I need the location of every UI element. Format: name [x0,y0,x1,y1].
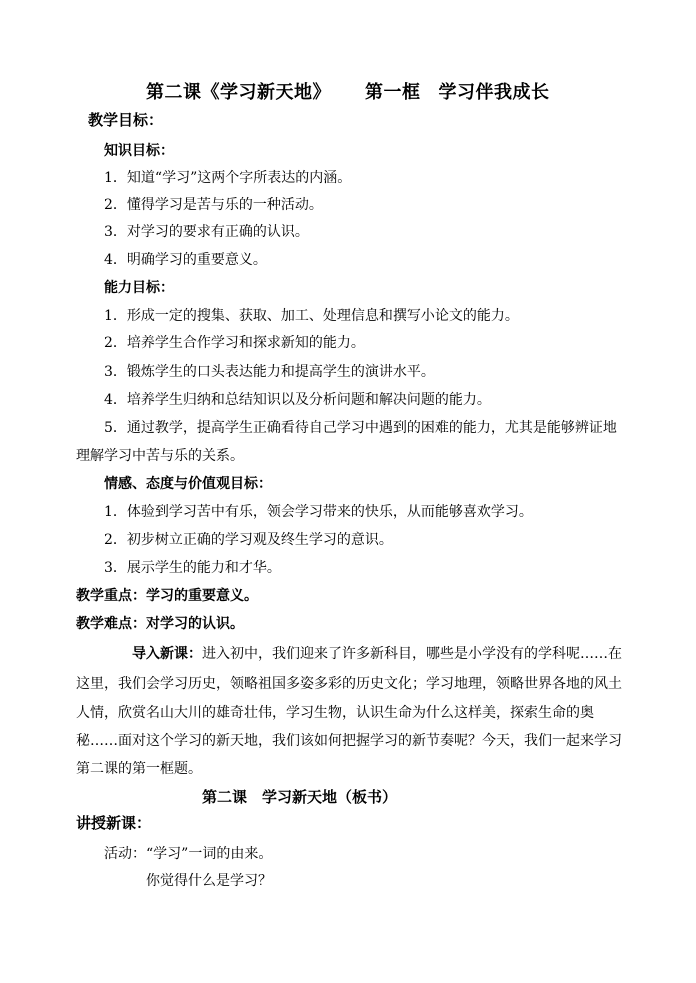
intro-paragraph-line: 这里，我们会学习历史，领略祖国多姿多彩的历史文化；学习地理，领略世界各地的风土 [76,676,622,692]
difficult-point: 教学难点：对学习的认识。 [76,616,244,632]
intro-text: 进入初中，我们迎来了许多新科目，哪些是小学没有的学科呢……在 [202,646,622,662]
intro-paragraph-line [132,644,622,664]
title-topic: 学习伴我成长 [438,82,550,103]
intro-paragraph-line: 秘……面对这个学习的新天地，我们该如何把握学习的新节奏呢？今天，我们一起来学习 [76,733,622,749]
title-lesson: 第二课《学习新天地》 [146,82,331,103]
emotion-item: 1．体验到学习苦中有乐，领会学习带来的快乐，从而能够喜欢学习。 [104,504,533,520]
emotion-item: 2．初步树立正确的学习观及终生学习的意识。 [104,532,393,548]
emotion-goals-heading: 情感、态度与价值观目标： [104,476,272,492]
teaching-goals-heading: 教学目标： [88,111,164,129]
emotion-item: 3．展示学生的能力和才华。 [104,560,281,576]
ability-goals-heading: 能力目标： [104,280,174,296]
board-title: 第二课 学习新天地（板书） [202,788,398,806]
knowledge-item: 3．对学习的要求有正确的认识。 [104,224,309,240]
key-point: 教学重点：学习的重要意义。 [76,588,258,604]
lesson-title [146,78,550,104]
ability-item: 2．培养学生合作学习和探求新知的能力。 [104,335,365,351]
question-line: 你觉得什么是学习？ [146,873,272,889]
knowledge-item: 4．明确学习的重要意义。 [104,252,267,268]
knowledge-item: 2．懂得学习是苦与乐的一种活动。 [104,197,323,213]
ability-item: 5．通过教学，提高学生正确看待自己学习中遇到的困难的能力，尤其是能够辨证地 [104,420,617,436]
knowledge-goals-heading: 知识目标： [104,143,174,159]
knowledge-item: 1．知道“学习”这两个字所表达的内涵。 [104,170,352,186]
ability-item: 1．形成一定的搜集、获取、加工、处理信息和撰写小论文的能力。 [104,308,519,324]
ability-item: 4．培养学生归纳和总结知识以及分析问题和解决问题的能力。 [104,392,491,408]
intro-label: 导入新课： [132,646,202,662]
intro-paragraph-line: 人情，欣赏名山大川的雄奇壮伟，学习生物，认识生命为什么这样美，探索生命的奥 [76,705,594,721]
intro-paragraph-line: 第二课的第一框题。 [76,761,202,777]
ability-item-continued: 理解学习中苦与乐的关系。 [76,448,244,464]
lecture-heading: 讲授新课： [76,814,152,832]
ability-item: 3．锻炼学生的口头表达能力和提高学生的演讲水平。 [104,364,435,380]
activity-line: 活动：“学习”一词的由来。 [104,846,273,862]
title-section: 第一框 [365,82,421,103]
